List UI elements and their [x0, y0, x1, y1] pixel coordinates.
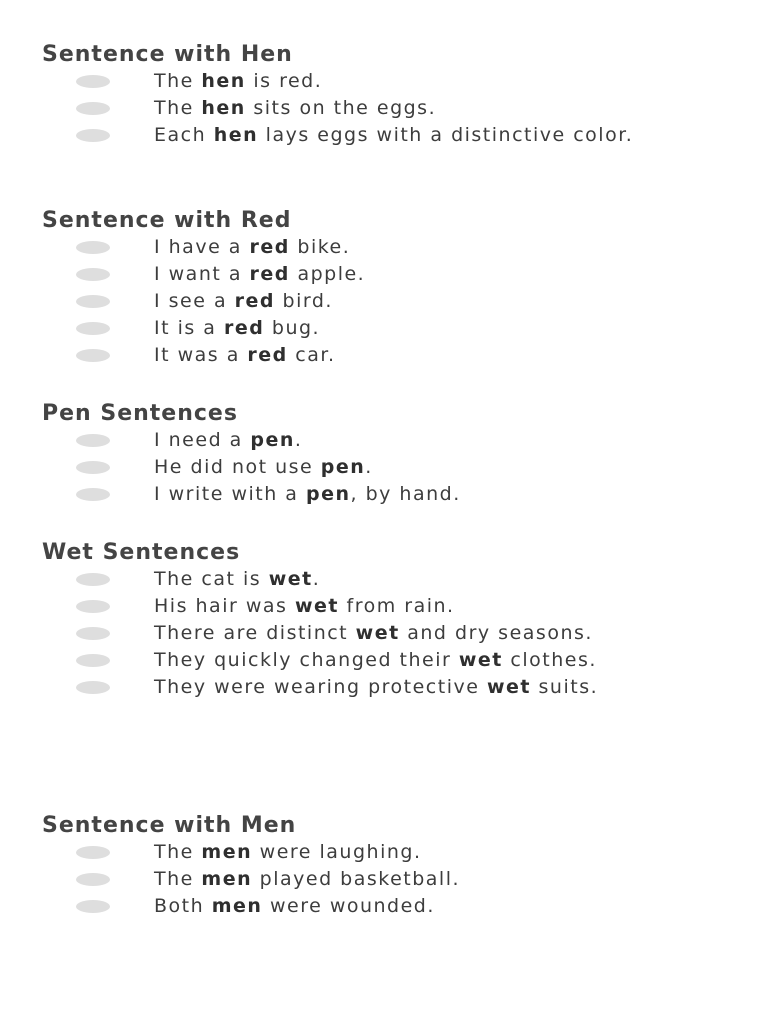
list-item: I write with a pen, by hand. — [42, 481, 714, 508]
section-men — [42, 812, 742, 920]
sentence-list — [42, 839, 742, 920]
section-title: Sentence with Red — [42, 208, 292, 233]
bullet-icon — [76, 654, 110, 667]
list-item: The men played basketball. — [42, 866, 714, 893]
sentence-list — [42, 68, 742, 149]
section-title: Sentence with Hen — [42, 42, 293, 67]
section-hen — [42, 41, 742, 149]
list-item: I need a pen. — [42, 427, 714, 454]
section-title: Pen Sentences — [42, 401, 238, 426]
section-title: Wet Sentences — [42, 540, 241, 565]
bullet-icon — [76, 873, 110, 886]
list-item: I want a red apple. — [42, 261, 714, 288]
bullet-icon — [76, 434, 110, 447]
sentence-list — [42, 427, 742, 508]
list-item: It was a red car. — [42, 342, 714, 369]
bullet-icon — [76, 129, 110, 142]
list-item: They were wearing protective wet suits. — [42, 674, 714, 701]
bullet-icon — [76, 75, 110, 88]
list-item: It is a red bug. — [42, 315, 714, 342]
list-item: The men were laughing. — [42, 839, 714, 866]
sentence-list — [42, 234, 742, 369]
list-item: Each hen lays eggs with a distinctive color. — [42, 122, 714, 149]
bullet-icon — [76, 600, 110, 613]
section-red — [42, 207, 742, 369]
section-pen — [42, 400, 742, 508]
list-item: The cat is wet. — [42, 566, 714, 593]
bullet-icon — [76, 627, 110, 640]
bullet-icon — [76, 322, 110, 335]
bullet-icon — [76, 461, 110, 474]
bullet-icon — [76, 349, 110, 362]
list-item: There are distinct wet and dry seasons. — [42, 620, 714, 647]
section-wet — [42, 539, 742, 701]
sentence-list — [42, 566, 742, 701]
list-item: The hen is red. — [42, 68, 714, 95]
list-item: I see a red bird. — [42, 288, 714, 315]
bullet-icon — [76, 846, 110, 859]
list-item: He did not use pen. — [42, 454, 714, 481]
bullet-icon — [76, 295, 110, 308]
list-item: The hen sits on the eggs. — [42, 95, 714, 122]
list-item: I have a red bike. — [42, 234, 714, 261]
list-item: They quickly changed their wet clothes. — [42, 647, 714, 674]
list-item: Both men were wounded. — [42, 893, 714, 920]
bullet-icon — [76, 268, 110, 281]
bullet-icon — [76, 488, 110, 501]
bullet-icon — [76, 681, 110, 694]
bullet-icon — [76, 900, 110, 913]
bullet-icon — [76, 573, 110, 586]
bullet-icon — [76, 102, 110, 115]
section-title: Sentence with Men — [42, 813, 297, 838]
bullet-icon — [76, 241, 110, 254]
list-item: His hair was wet from rain. — [42, 593, 714, 620]
